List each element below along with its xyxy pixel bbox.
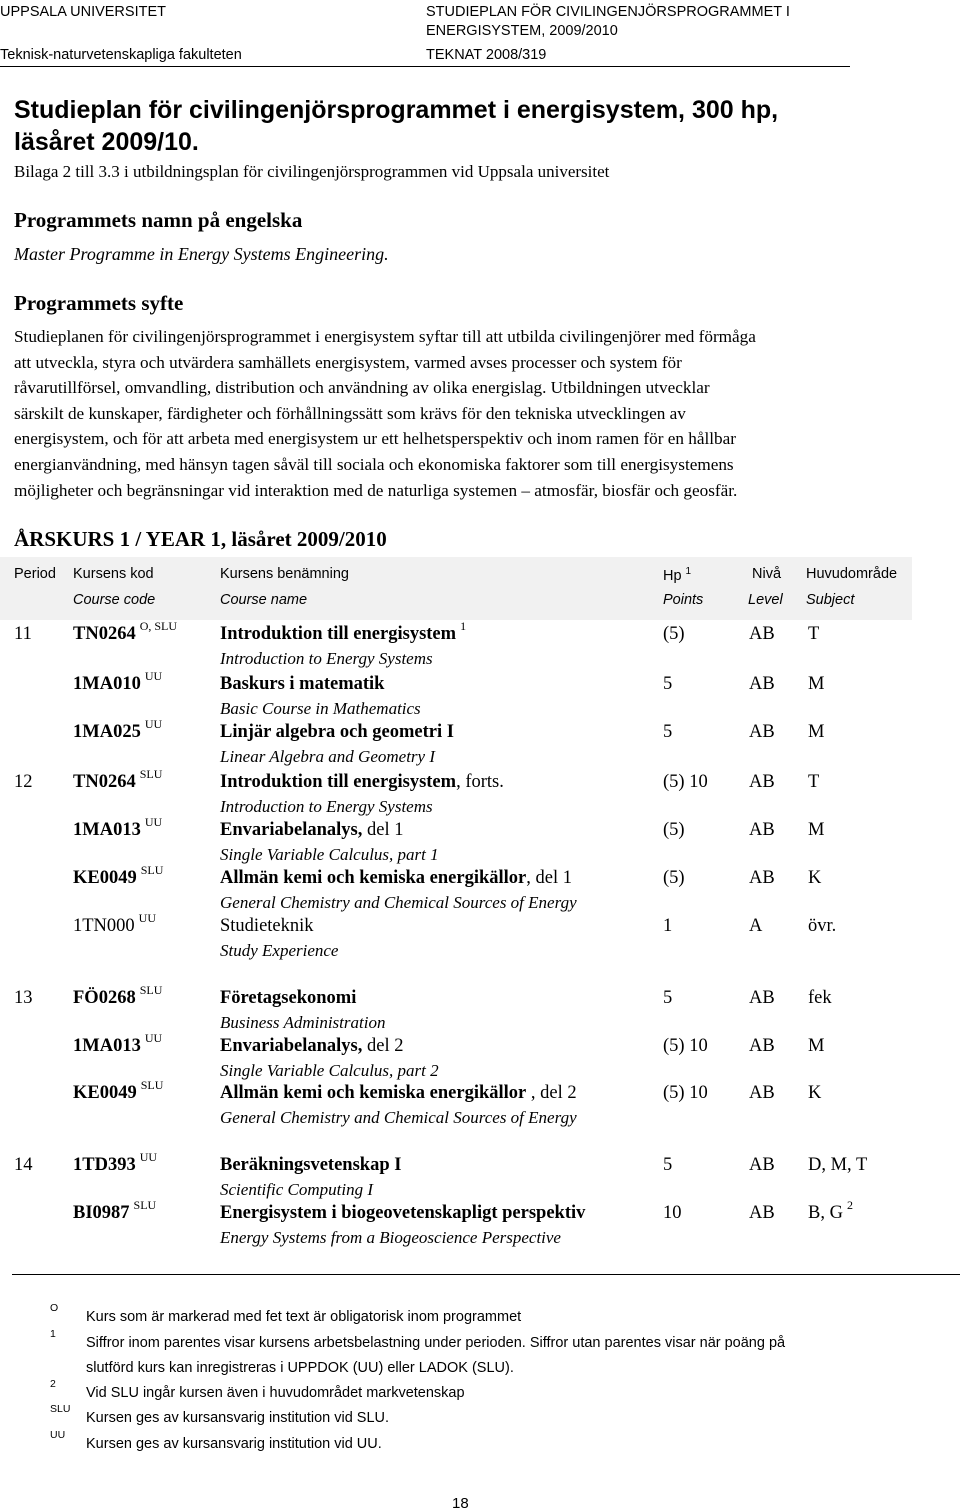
course-origin-sup: SLU [140,1078,164,1092]
level-cell: AB [749,722,775,742]
course-code: 1MA013 [73,1036,141,1056]
purpose-line: råvarutillförsel, omvandling, distribution och användning av olika energislag. Utbildningen utvecklar [14,378,710,398]
points-cell: 5 [663,674,673,694]
course-name: Envariabelanalys, [220,820,363,840]
col-subject-en: Subject [806,592,855,608]
course-name: Baskurs i matematik [220,674,385,694]
col-name-en: Course name [220,592,308,608]
level-cell: AB [749,988,775,1008]
course-name-suffix: , del 1 [526,868,573,888]
course-name: Introduktion till energisystem [220,624,457,644]
points-cell: 1 [663,916,673,936]
course-code: 1MA010 [73,674,141,694]
appendix-note: Bilaga 2 till 3.3 i utbildningsplan för civilingenjörsprogrammen vid Uppsala universitet [14,162,610,181]
subject-value: D, M, T [808,1155,868,1175]
subject-cell [808,674,824,695]
course-name-en: Study Experience [220,941,339,960]
col-name: Kursens benämning [220,566,349,582]
subject-value: M [808,674,825,694]
period-cell: 11 [14,624,32,644]
level-cell: AB [749,1155,775,1175]
page-title-line2: läsåret 2009/10. [14,128,199,156]
subject-cell [808,772,819,793]
course-name: Beräkningsvetenskap I [220,1155,402,1175]
points-cell: 5 [663,988,673,1008]
points-cell: (5) [663,868,685,888]
course-name: Introduktion till energisystem [220,772,457,792]
footnote-text: Kursen ges av kursansvarig institution vid UU. [86,1436,382,1452]
subject-cell [808,820,824,841]
course-code-cell [73,669,163,695]
course-name: Envariabelanalys, [220,1036,363,1056]
purpose-line: att utveckla, styra och utvärdera samhällets energisystem, varmed avses processer och system för [14,352,682,372]
course-origin-sup: O, SLU [139,619,178,633]
footnote-mark: 1 [50,1328,56,1340]
course-code: 1MA025 [73,722,141,742]
purpose-line: energisystem, och för att arbeta med energisystem ur ett helhetsperspektiv och inom ramen för en hållbar [14,429,736,449]
subject-value: M [808,1036,825,1056]
course-code: FÖ0268 [73,988,136,1008]
points-cell: (5) 10 [663,772,708,792]
course-name-suffix: , forts. [456,772,504,792]
course-name-suffix: , del 2 [526,1083,577,1103]
course-origin-sup: UU [144,1031,163,1045]
footnote-text: slutförd kurs kan inregistreras i UPPDOK (UU) eller LADOK (SLU). [86,1360,514,1376]
subject-cell [808,1198,853,1224]
header-doc-title-1: STUDIEPLAN FÖR CIVILINGENJÖRSPROGRAMMET I [426,4,790,20]
purpose-line: möjligheter och begränsningar vid interaktion med de naturliga systemen – atmosfär, biosfär och geosfär. [14,480,738,500]
subject-cell [808,1083,821,1104]
level-cell: AB [749,624,775,644]
course-name-cell [220,1083,577,1104]
subject-value: K [808,1083,822,1103]
subject-cell [808,1155,867,1176]
col-hp: Hp $^1$ [663,566,692,584]
subject-cell [808,1036,824,1057]
col-code: Kursens kod [73,566,154,582]
course-name-cell [220,674,384,695]
points-cell: (5) [663,820,685,840]
course-name-en: Linear Algebra and Geometry I [220,747,435,766]
course-code-cell [73,767,163,793]
purpose-line: Studieplanen för civilingenjörsprogrammet i energisystem syftar till att utbilda civilingenjörer med förmåga [14,327,756,346]
course-name-en: Introduction to Energy Systems [220,797,433,816]
col-level-en: Level [748,592,783,608]
course-name-en: Scientific Computing I [220,1180,373,1199]
course-code-cell [73,1198,157,1224]
subject-cell [808,988,832,1009]
points-cell: (5) 10 [663,1036,708,1056]
col-subject: Huvudområde [806,566,898,582]
purpose-line: energianvändning, med hänsyn tagen såväl till sociala och ekonomiska faktorer som till energisystemens [14,454,734,474]
course-name-en: General Chemistry and Chemical Sources of Energy [220,1108,577,1127]
points-cell: (5) [663,624,685,644]
course-code: 1TD393 [73,1155,136,1175]
course-name-cell [220,772,504,793]
course-name-en: Single Variable Calculus, part 2 [220,1061,439,1080]
course-origin-sup: SLU [133,1198,157,1212]
subject-value: fek [808,988,832,1008]
course-name-cell [220,868,572,889]
subject-cell [808,916,836,937]
course-origin-sup: SLU [140,863,164,877]
course-name: Energisystem i biogeovetenskapligt perspektiv [220,1203,586,1223]
course-name-en: Single Variable Calculus, part 1 [220,845,439,864]
period-cell: 14 [14,1155,33,1175]
header-doc-title-2: ENERGISYSTEM, 2009/2010 [426,23,618,39]
purpose-line: särskilt de kunskaper, färdigheter och förhållningssätt som krävs för den tekniska utvecklingen av [14,403,686,423]
subject-value: M [808,820,825,840]
period-cell: 13 [14,988,33,1008]
course-code-cell [73,815,163,841]
points-cell: 10 [663,1203,682,1223]
level-cell: AB [749,1083,775,1103]
course-name-cell [220,722,454,743]
course-origin-sup: UU [144,669,163,683]
course-code-cell [73,1031,163,1057]
course-name-suffix: Studieteknik [220,916,314,936]
course-code: 1TN000 [73,916,135,936]
header-reference: TEKNAT 2008/319 [426,47,547,63]
course-origin-sup: SLU [139,983,163,997]
page-number: 18 [452,1495,469,1512]
course-code-cell [73,911,157,937]
subject-value: T [808,624,820,644]
purpose-heading: Programmets syfte [14,291,184,315]
level-cell: AB [749,772,775,792]
level-cell: AB [749,1036,775,1056]
course-name: Allmän kemi och kemiska energikällor [220,868,527,888]
header-faculty: Teknisk-naturvetenskapliga fakulteten [0,47,242,63]
header-rule [0,66,850,67]
points-cell: 5 [663,722,673,742]
course-origin-sup: UU [144,815,163,829]
course-name-sup: 1 [460,619,467,633]
col-points: Points [663,592,704,608]
year-heading: ÅRSKURS 1 / YEAR 1, läsåret 2009/2010 [14,527,387,551]
course-name: Linjär algebra och geometri I [220,722,454,742]
course-name: Allmän kemi och kemiska energikällor [220,1083,527,1103]
subject-value: övr. [808,916,837,936]
footnote-text: Kurs som är markerad med fet text är obligatorisk inom programmet [86,1309,522,1325]
course-origin-sup: SLU [139,767,163,781]
subject-cell [808,722,824,743]
subject-sup: 2 [846,1198,853,1212]
level-cell: AB [749,674,775,694]
col-period: Period [14,566,56,582]
course-origin-sup: UU [139,1150,158,1164]
level-cell: AB [749,868,775,888]
footnote-text: Kursen ges av kursansvarig institution vid SLU. [86,1410,390,1426]
header-university: UPPSALA UNIVERSITET [0,4,166,20]
course-name-cell [220,988,356,1009]
course-name-suffix: del 1 [362,820,404,840]
course-name-en: Energy Systems from a Biogeoscience Perspective [220,1228,561,1247]
level-cell: AB [749,1203,775,1223]
subject-cell [808,868,821,889]
course-name-cell [220,916,314,937]
subject-value: B, G [808,1203,843,1223]
course-code: TN0264 [73,772,136,792]
level-cell: AB [749,820,775,840]
course-name-cell [220,1036,403,1057]
course-code-cell [73,717,163,743]
footnote-mark: 2 [50,1378,56,1390]
footnote-text: Siffror inom parentes visar kursens arbetsbelastning under perioden. Siffror utan parentes visar när poäng på [86,1335,786,1351]
subject-value: K [808,868,822,888]
english-name-heading: Programmets namn på engelska [14,208,303,232]
course-name-cell [220,820,403,841]
course-name-en: Introduction to Energy Systems [220,649,433,668]
course-code-cell [73,1078,164,1104]
course-origin-sup: UU [138,911,157,925]
course-name-cell [220,1155,401,1176]
course-name-cell [220,619,467,645]
purpose-paragraph [14,324,756,503]
footnote-mark: UU [50,1429,66,1441]
points-cell: (5) 10 [663,1083,708,1103]
footnote-text: Vid SLU ingår kursen även i huvudområdet markvetenskap [86,1385,465,1401]
course-name-en: Business Administration [220,1013,386,1032]
course-name-en: Basic Course in Mathematics [220,699,421,718]
level-cell: A [749,916,763,936]
footnote-rule [12,1274,960,1275]
course-code-cell [73,1150,158,1176]
course-code-cell [73,863,164,889]
footnote-mark: SLU [50,1403,71,1415]
course-code-cell [73,983,163,1009]
subject-cell [808,624,819,645]
subject-value: M [808,722,825,742]
course-code: 1MA013 [73,820,141,840]
points-cell: 5 [663,1155,673,1175]
col-level: Nivå [752,566,782,582]
course-code-cell [73,619,178,645]
course-origin-sup: UU [144,717,163,731]
course-name-suffix: del 2 [362,1036,404,1056]
period-cell: 12 [14,772,33,792]
course-code: KE0049 [73,1083,137,1103]
footnote-mark: O [50,1302,59,1314]
subject-value: T [808,772,820,792]
course-code: TN0264 [73,624,136,644]
course-name-cell [220,1203,585,1224]
course-name-en: General Chemistry and Chemical Sources of Energy [220,893,577,912]
english-name: Master Programme in Energy Systems Engineering. [14,244,389,264]
course-code: BI0987 [73,1203,130,1223]
course-name: Företagsekonomi [220,988,357,1008]
col-code-en: Course code [73,592,156,608]
page-title-line1: Studieplan för civilingenjörsprogrammet i energisystem, 300 hp, [14,96,779,124]
col-hp-footnote: 1 [685,566,692,577]
course-code: KE0049 [73,868,137,888]
